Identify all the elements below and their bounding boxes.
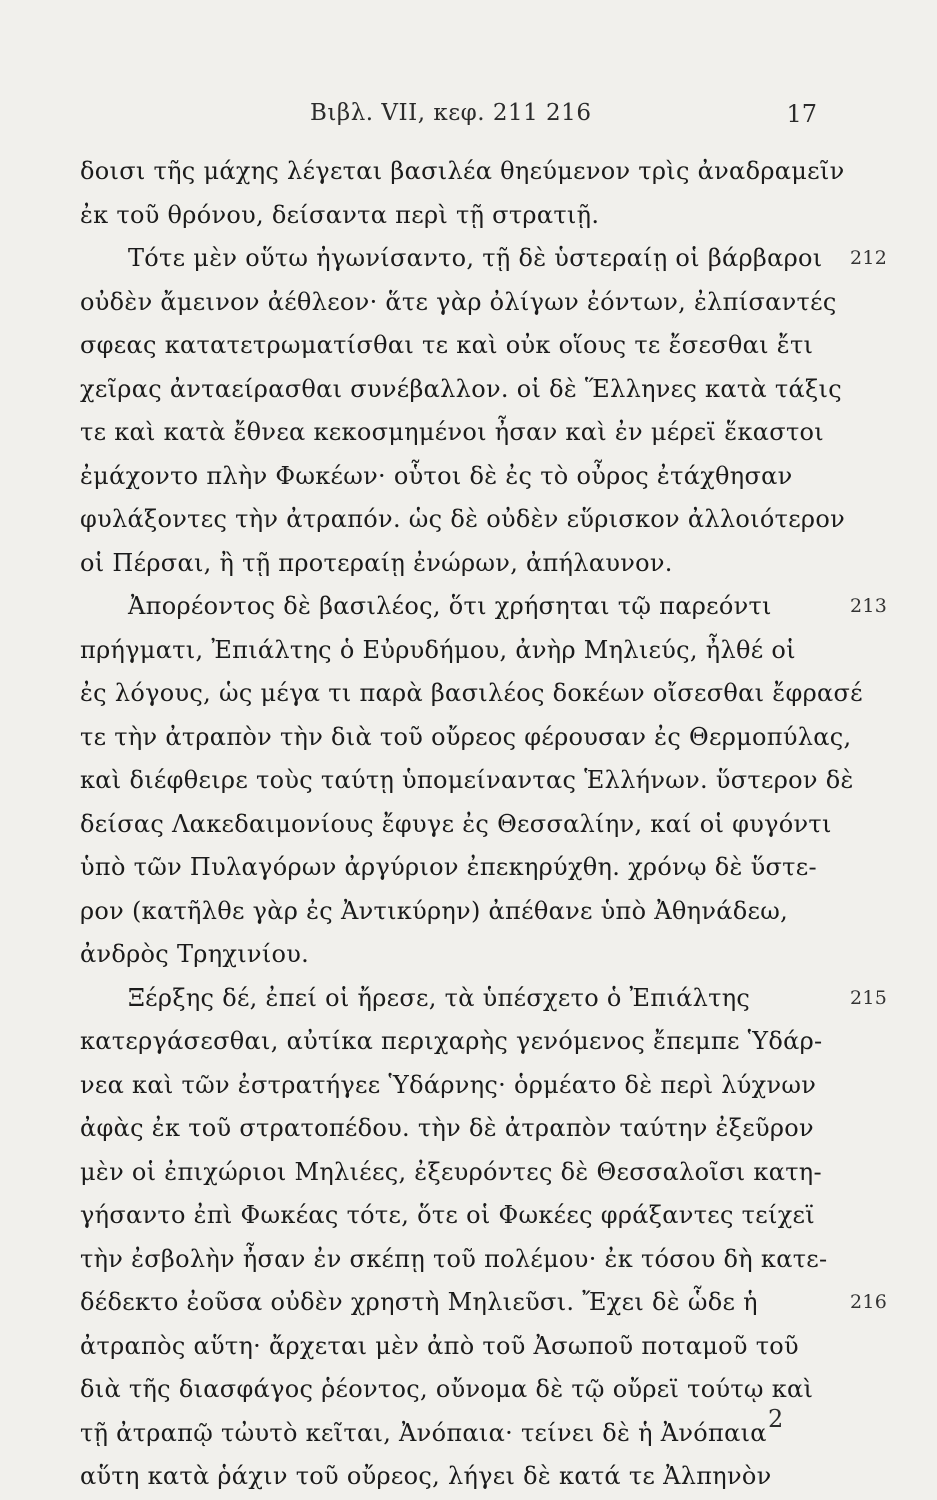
line-text: ἀφὰς ἐκ τοῦ στρατοπέδου. τὴν δὲ ἀτραπὸν ταύτην ἐξεῦρον	[80, 1114, 814, 1142]
text-line	[80, 324, 870, 368]
text-line	[80, 498, 870, 542]
text-line	[80, 803, 870, 847]
text-line	[80, 629, 870, 673]
line-text: δείσας Λακεδαιμονίους ἔφυγε ἐς Θεσσαλίην, καί οἱ φυγόντι	[80, 809, 832, 838]
text-line	[80, 585, 888, 629]
text-line	[80, 672, 870, 716]
line-text: γήσαντο ἐπὶ Φωκέας τότε, ὅτε οἱ Φωκέες φράξαντες τείχεϊ	[80, 1201, 815, 1229]
page-number: 17	[786, 100, 817, 128]
text-line	[80, 1368, 870, 1412]
line-text: Τότε μὲν οὕτω ἠγωνίσαντο, τῇ δὲ ὑστεραίῃ οἱ βάρβαροι	[128, 244, 823, 272]
line-text: ἐς λόγους, ὡς μέγα τι παρὰ βασιλέος δοκέων οἴσεσθαι ἔφρασέ	[80, 679, 863, 707]
line-text: ἐκ τοῦ θρόνου, δείσαντα περὶ τῇ στρατιῇ.	[80, 200, 600, 229]
text-line	[80, 716, 870, 760]
line-text: κατεργάσεσθαι, αὐτίκα περιχαρὴς γενόμενος ἔπεμπε Ὑδάρ-	[80, 1027, 823, 1055]
text-line	[80, 194, 870, 238]
line-text: αὕτη κατὰ ῥάχιν τοῦ οὔρεος, λήγει δὲ κατά τε Ἀλπηνὸν	[80, 1462, 772, 1490]
line-text: πρήγματι, Ἐπιάλτης ὁ Εὐρυδήμου, ἀνὴρ Μηλιεύς, ἦλθέ οἱ	[80, 635, 796, 664]
text-line	[80, 455, 870, 499]
line-text: ἀτραπὸς αὕτη· ἄρχεται μὲν ἀπὸ τοῦ Ἀσωποῦ ποταμοῦ τοῦ	[80, 1331, 799, 1360]
text-line	[80, 890, 870, 934]
text-line	[80, 1107, 870, 1151]
line-text: σφεας κατατετρωματίσθαι τε καὶ οὐκ οἵους τε ἔσεσθαι ἔτι	[80, 331, 814, 359]
text-line	[80, 759, 870, 803]
line-text: ἐμάχοντο πλὴν Φωκέων· οὗτοι δὲ ἐς τὸ οὖρος ἐτάχθησαν	[80, 461, 793, 490]
text-line	[80, 1238, 870, 1282]
text-line	[80, 368, 870, 412]
line-text: τὴν ἐσβολὴν ἦσαν ἐν σκέπῃ τοῦ πολέμου· ἐκ τόσου δὴ κατε-	[80, 1244, 828, 1273]
text-line	[80, 1064, 870, 1108]
text-line	[80, 150, 870, 194]
text-line	[80, 1455, 870, 1499]
line-text: ὑπὸ τῶν Πυλαγόρων ἀργύριον ἐπεκηρύχθη. χρόνῳ δὲ ὕστε-	[80, 853, 817, 881]
line-text: φυλάξοντες τὴν ἀτραπόν. ὡς δὲ οὐδὲν εὕρισκον ἀλλοιότερον	[80, 505, 845, 533]
text-line	[80, 411, 870, 455]
line-text: Ξέρξης δέ, ἐπεί οἱ ἤρεσε, τὰ ὑπέσχετο ὁ Ἐπιάλτης	[128, 983, 751, 1012]
text-line	[80, 846, 870, 890]
line-text: μὲν οἱ ἐπιχώριοι Μηλιέες, ἐξευρόντες δὲ Θεσσαλοῖσι κατη-	[80, 1157, 822, 1186]
line-text: νεα καὶ τῶν ἐστρατήγεε Ὑδάρνης· ὁρμέατο δὲ περὶ λύχνων	[80, 1070, 817, 1099]
line-text: τῇ ἀτραπῷ τὠυτὸ κεῖται, Ἀνόπαια· τείνει δὲ ἡ Ἀνόπαια	[80, 1418, 767, 1447]
text-line	[80, 1281, 888, 1325]
margin-chapter-number: 216	[850, 1291, 888, 1313]
line-text: τε καὶ κατὰ ἔθνεα κεκοσμημένοι ἦσαν καὶ ἐν μέρεϊ ἕκαστοι	[80, 418, 824, 446]
text-line	[80, 933, 870, 977]
main-text	[80, 150, 888, 1499]
line-text: χεῖρας ἀνταείρασθαι συνέβαλλον. οἱ δὲ Ἕλληνες κατὰ τάξις	[80, 374, 842, 403]
text-line	[80, 542, 870, 586]
signature-mark: 2	[768, 1405, 784, 1433]
line-text: οἱ Πέρσαι, ἢ τῇ προτεραίῃ ἐνώρων, ἀπήλαυνον.	[80, 548, 673, 577]
text-line	[80, 1151, 870, 1195]
line-text: διὰ τῆς διασφάγος ῥέοντος, οὔνομα δὲ τῷ οὔρεϊ τούτῳ καὶ	[80, 1375, 814, 1403]
text-line	[80, 1020, 870, 1064]
margin-chapter-number: 213	[850, 595, 888, 617]
line-text: ἀνδρὸς Τρηχινίου.	[80, 940, 310, 968]
text-line	[80, 281, 870, 325]
line-text: Ἀπορέοντος δὲ βασιλέος, ὅτι χρήσηται τῷ παρεόντι	[128, 592, 772, 620]
line-text: τε τὴν ἀτραπὸν τὴν διὰ τοῦ οὔρεος φέρουσαν ἐς Θερμοπύλας,	[80, 722, 852, 751]
margin-chapter-number: 215	[850, 986, 888, 1009]
text-line	[80, 977, 888, 1021]
text-line	[80, 1194, 870, 1238]
line-text: ρον (κατῆλθε γὰρ ἐς Ἀντικύρην) ἀπέθανε ὑπὸ Ἀθηνάδεω,	[80, 896, 789, 925]
running-title: Βιβλ. VII, κεφ. 211 216	[310, 100, 592, 126]
line-text: καὶ διέφθειρε τοὺς ταύτῃ ὑπομείναντας Ἑλλήνων. ὕστερον δὲ	[80, 766, 854, 794]
text-line	[80, 1412, 870, 1456]
margin-chapter-number: 212	[850, 247, 888, 269]
text-line	[80, 1325, 870, 1369]
text-line	[80, 237, 888, 281]
line-text: δοισι τῆς μάχης λέγεται βασιλέα θηεύμενον τρὶς ἀναδραμεῖν	[80, 157, 845, 185]
line-text: οὐδὲν ἄμεινον ἀέθλεον· ἅτε γὰρ ὀλίγων ἐόντων, ἐλπίσαντές	[80, 287, 837, 316]
line-text: δέδεκτο ἐοῦσα οὐδὲν χρηστὴ Μηλιεῦσι. Ἔχει δὲ ὧδε ἡ	[80, 1288, 758, 1316]
